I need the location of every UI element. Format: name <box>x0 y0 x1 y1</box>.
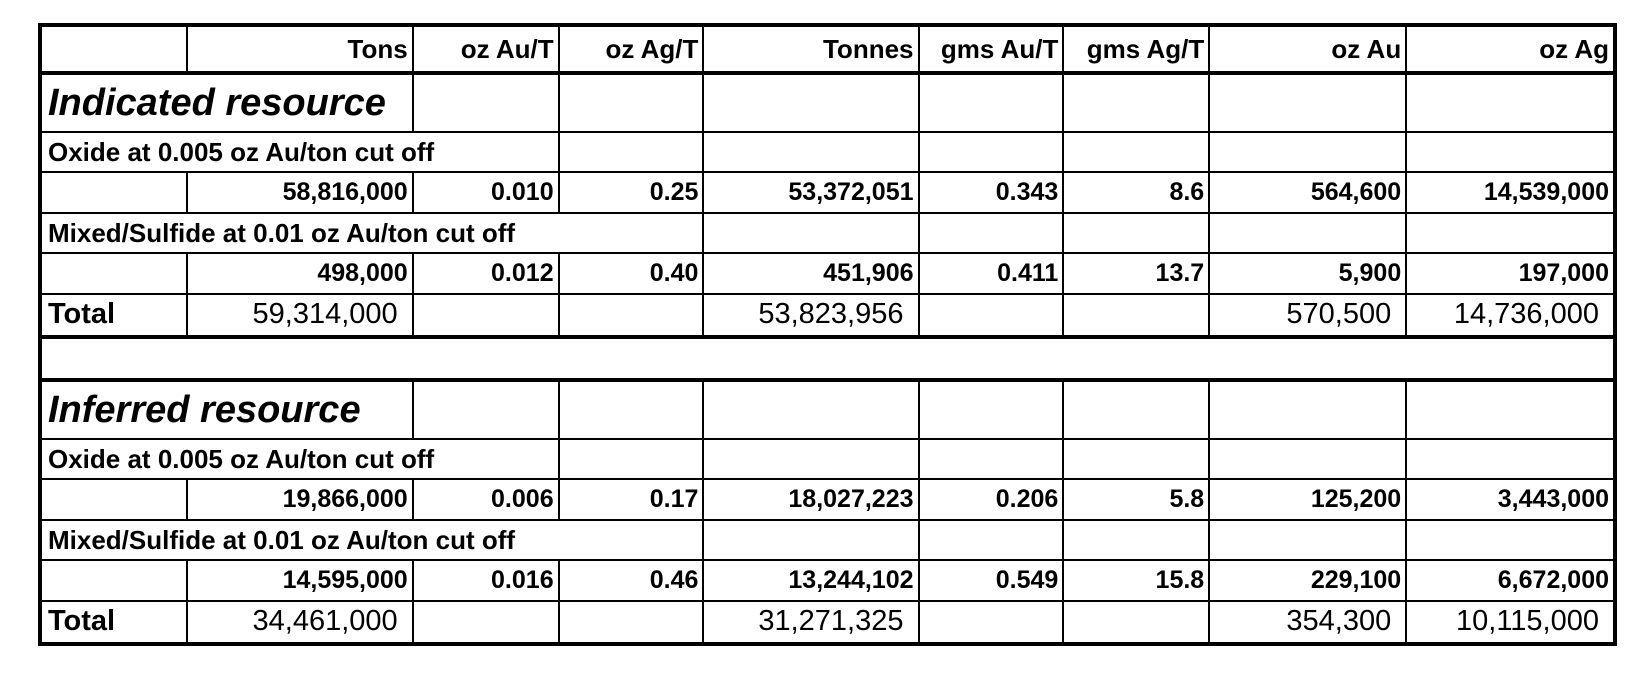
table-cell: 0.343 <box>919 172 1064 213</box>
table-cell: 0.25 <box>559 172 704 213</box>
indicated-title-row <box>40 73 1615 132</box>
indicated-oxide-label: Oxide at 0.005 oz Au/ton cut off <box>40 132 559 172</box>
indicated-total-tonnes: 53,823,956 <box>703 294 918 337</box>
table-cell: 13,244,102 <box>703 560 918 601</box>
inferred-resource-title: Inferred resource <box>40 380 413 439</box>
table-cell: 498,000 <box>187 253 413 294</box>
table-cell: 0.016 <box>413 560 559 601</box>
inferred-mixed-label-row <box>40 520 1615 560</box>
table-cell: 197,000 <box>1406 253 1615 294</box>
table-cell: 14,539,000 <box>1406 172 1615 213</box>
resource-table <box>38 23 1617 646</box>
table-cell: 14,595,000 <box>187 560 413 601</box>
table-cell: 564,600 <box>1209 172 1406 213</box>
table-cell: 18,027,223 <box>703 479 918 520</box>
header-tonnes: Tonnes <box>703 25 918 73</box>
table-cell: 5.8 <box>1063 479 1209 520</box>
table-cell: 0.46 <box>559 560 704 601</box>
inferred-total-tons: 34,461,000 <box>187 601 413 644</box>
table-cell: 0.17 <box>559 479 704 520</box>
table-cell: 53,372,051 <box>703 172 918 213</box>
header-oz-ag-per-ton: oz Ag/T <box>559 25 704 73</box>
indicated-mixed-label-row <box>40 213 1615 253</box>
inferred-total-label: Total <box>40 601 187 644</box>
header-tons: Tons <box>187 25 413 73</box>
inferred-mixed-values-row <box>40 560 1615 601</box>
header-gms-au-per-tonne: gms Au/T <box>919 25 1064 73</box>
inferred-title-row <box>40 380 1615 439</box>
table-cell: 0.006 <box>413 479 559 520</box>
indicated-total-oz-ag: 14,736,000 <box>1406 294 1615 337</box>
indicated-resource-title: Indicated resource <box>40 73 413 132</box>
table-cell: 0.010 <box>413 172 559 213</box>
inferred-total-tonnes: 31,271,325 <box>703 601 918 644</box>
table-cell: 5,900 <box>1209 253 1406 294</box>
section-spacer-row <box>40 337 1615 380</box>
indicated-mixed-values-row <box>40 253 1615 294</box>
table-cell: 15.8 <box>1063 560 1209 601</box>
header-gms-ag-per-tonne: gms Ag/T <box>1063 25 1209 73</box>
header-oz-au-per-ton: oz Au/T <box>413 25 559 73</box>
inferred-total-oz-au: 354,300 <box>1209 601 1406 644</box>
table-cell: 0.549 <box>919 560 1064 601</box>
table-cell: 0.40 <box>559 253 704 294</box>
table-cell: 0.206 <box>919 479 1064 520</box>
table-cell: 6,672,000 <box>1406 560 1615 601</box>
indicated-total-oz-au: 570,500 <box>1209 294 1406 337</box>
table-cell: 13.7 <box>1063 253 1209 294</box>
indicated-mixed-label: Mixed/Sulfide at 0.01 oz Au/ton cut off <box>40 213 703 253</box>
header-empty <box>40 25 187 73</box>
header-oz-ag: oz Ag <box>1406 25 1615 73</box>
indicated-oxide-values-row <box>40 172 1615 213</box>
inferred-oxide-label: Oxide at 0.005 oz Au/ton cut off <box>40 439 559 479</box>
table-cell: 8.6 <box>1063 172 1209 213</box>
table-cell: 451,906 <box>703 253 918 294</box>
inferred-total-oz-ag: 10,115,000 <box>1406 601 1615 644</box>
inferred-mixed-label: Mixed/Sulfide at 0.01 oz Au/ton cut off <box>40 520 703 560</box>
header-oz-au: oz Au <box>1209 25 1406 73</box>
indicated-total-label: Total <box>40 294 187 337</box>
table-cell: 0.012 <box>413 253 559 294</box>
table-cell: 0.411 <box>919 253 1064 294</box>
table-cell: 125,200 <box>1209 479 1406 520</box>
inferred-oxide-label-row <box>40 439 1615 479</box>
table-cell: 58,816,000 <box>187 172 413 213</box>
indicated-total-row <box>40 294 1615 337</box>
inferred-total-row <box>40 601 1615 644</box>
table-cell: 3,443,000 <box>1406 479 1615 520</box>
indicated-total-tons: 59,314,000 <box>187 294 413 337</box>
table-cell: 19,866,000 <box>187 479 413 520</box>
table-cell: 229,100 <box>1209 560 1406 601</box>
header-row <box>40 25 1615 73</box>
inferred-oxide-values-row <box>40 479 1615 520</box>
indicated-oxide-label-row <box>40 132 1615 172</box>
